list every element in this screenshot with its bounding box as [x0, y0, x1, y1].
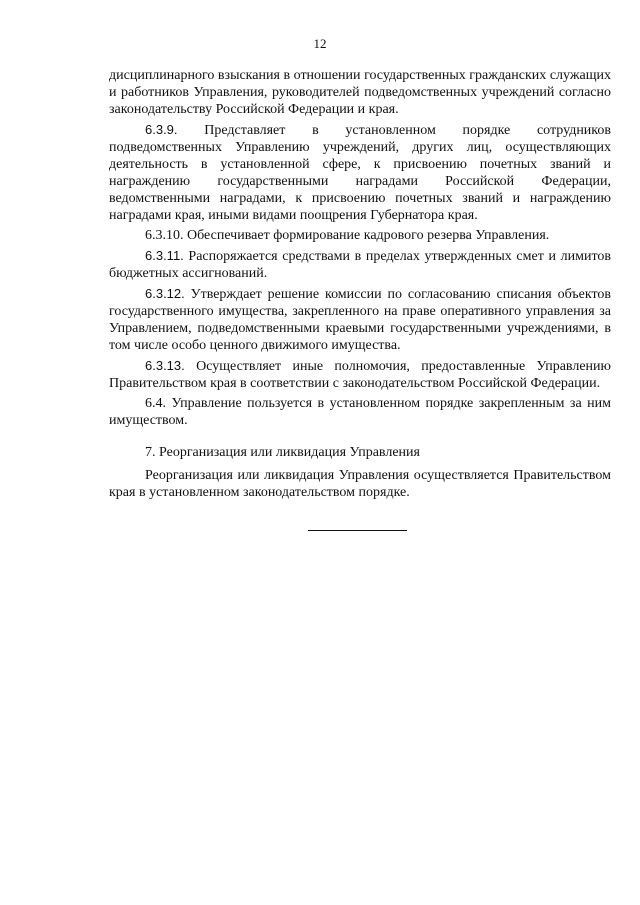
- paragraph-number: 6.3.10.: [145, 228, 184, 243]
- paragraph-text: дисциплинарного взыскания в отношении государственных гражданских служащих и работников Управления, руководителей подведомственных учреждений согласно законодательству Российской Федерации и края.: [109, 68, 611, 117]
- paragraph-6-3-10: [109, 227, 611, 244]
- paragraph-number: 6.3.13.: [145, 358, 185, 373]
- paragraph-text: Распоряжается средствами в пределах утвержденных смет и лимитов бюджетных ассигнований.: [109, 249, 611, 281]
- paragraph-text: Утверждает решение комиссии по согласованию списания объектов государственного имущества, закрепленного на праве оперативного управления за Управлением, подведомственными краевыми государственными учреждениями, в том числе особо ценного движимого имущества.: [109, 287, 611, 353]
- end-of-document-rule: [308, 530, 407, 531]
- document-body: [109, 67, 611, 504]
- paragraph-6-3-9: [109, 121, 611, 224]
- paragraph-continuation: [109, 67, 611, 118]
- paragraph-6-3-12: [109, 285, 611, 354]
- paragraph-number: 6.4.: [145, 396, 166, 411]
- section-7-heading: 7. Реорганизация или ликвидация Управления: [145, 445, 420, 460]
- paragraph-number: 6.3.12.: [145, 286, 185, 301]
- paragraph-text: Обеспечивает формирование кадрового резерва Управления.: [183, 228, 550, 243]
- paragraph-text: Осуществляет иные полномочия, предоставленные Управлению Правительством края в соответствии с законодательством Российской Федерации.: [109, 359, 611, 391]
- paragraph-6-3-13: [109, 357, 611, 392]
- section-7-paragraph: Реорганизация или ликвидация Управления осуществляется Правительством края в установленном законодательством порядке.: [109, 468, 611, 500]
- paragraph-6-4: [109, 395, 611, 429]
- paragraph-number: 6.3.11.: [145, 248, 184, 263]
- paragraph-6-3-11: [109, 247, 611, 282]
- page-number: 12: [313, 36, 327, 51]
- paragraph-text: Представляет в установленном порядке сотрудников подведомственных Управлению учреждений, других лиц, осуществляющих деятельность в установленной сфере, к присвоению почетных званий и награждению государственными наградами Российской Федерации, ведомственными наградами, к присвоению почетных званий и награждению наградами края, иными видами поощрения Губернатора края.: [109, 123, 611, 223]
- paragraph-text: Управление пользуется в установленном порядке закрепленным за ним имуществом.: [109, 396, 611, 428]
- paragraph-number: 6.3.9.: [145, 122, 178, 137]
